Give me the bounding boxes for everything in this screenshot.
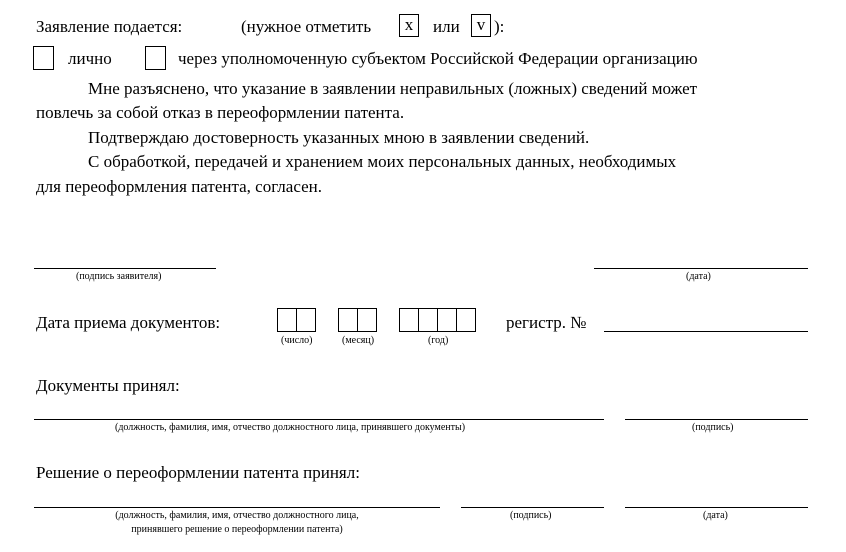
day-caption: (число) [281,335,313,346]
declaration-3-line-1: С обработкой, передачей и хранением моих персональных данных, необходимых [88,152,677,171]
declaration-1-line-2: повлечь за собой отказ в переоформлении патента. [36,103,405,122]
or-label: или [433,17,460,36]
declaration-1-line-1: Мне разъяснено, что указание в заявлении неправильных (ложных) сведений может [88,79,698,98]
decision-official-caption-1: (должность, фамилия, имя, отчество должностного лица, [115,510,359,521]
instruction-close: ): [494,17,505,36]
month-caption: (месяц) [342,335,375,346]
checkbox-personal[interactable] [33,46,54,70]
registration-label: регистр. № [506,313,587,332]
accepting-official-line[interactable] [34,419,604,420]
option-via-org-label: через уполномоченную субъектом Российской Федерации организацию [178,49,698,68]
option-personal-label: лично [68,49,112,68]
declaration-3-line-2: для переоформления патента, согласен. [36,177,322,196]
month-cell[interactable] [357,308,377,332]
reception-date-label: Дата приема документов: [36,313,221,332]
month-cell[interactable] [338,308,358,332]
accepting-signature-caption: (подпись) [692,422,734,433]
documents-accepted-label: Документы принял: [36,376,180,395]
accepting-signature-line[interactable] [625,419,808,420]
year-cell[interactable] [437,308,457,332]
checkbox-via-org[interactable] [145,46,166,70]
day-cells[interactable] [277,308,315,332]
decision-official-caption-2: принявшего решение о переоформлении патента) [131,524,343,535]
day-cell[interactable] [296,308,316,332]
year-cell[interactable] [456,308,476,332]
day-cell[interactable] [277,308,297,332]
applicant-signature-caption: (подпись заявителя) [76,271,162,282]
decision-signature-caption: (подпись) [510,510,552,521]
instruction-open: (нужное отметить [241,17,372,36]
mark-x-sample: x [399,14,419,37]
decision-official-line[interactable] [34,507,440,508]
applicant-date-caption: (дата) [686,271,711,282]
statement-label: Заявление подается: [36,17,183,36]
year-cell[interactable] [399,308,419,332]
applicant-date-line[interactable] [594,268,808,269]
accepting-official-caption: (должность, фамилия, имя, отчество должностного лица, принявшего документы) [115,422,466,433]
decision-signature-line[interactable] [461,507,604,508]
year-caption: (год) [428,335,449,346]
registration-number-line[interactable] [604,331,808,332]
decision-date-line[interactable] [625,507,808,508]
decision-label: Решение о переоформлении патента принял: [36,463,360,482]
mark-v-sample: v [471,14,491,37]
declaration-2: Подтверждаю достоверность указанных мною в заявлении сведений. [88,128,590,147]
month-cells[interactable] [338,308,376,332]
year-cells[interactable] [399,308,475,332]
applicant-signature-line[interactable] [34,268,216,269]
year-cell[interactable] [418,308,438,332]
decision-date-caption: (дата) [703,510,728,521]
